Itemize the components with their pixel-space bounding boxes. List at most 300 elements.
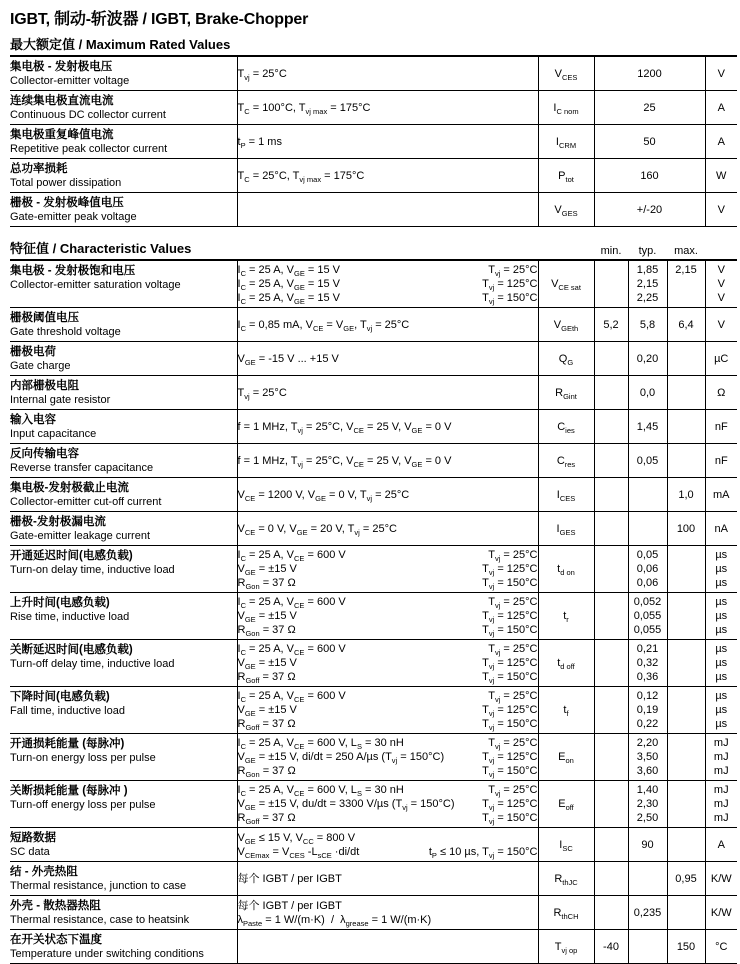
typ-value-cell (628, 687, 667, 734)
condition-text: $V_{GE} = \pm 15$ V (237, 563, 297, 578)
value-line: 0,0 (639, 386, 656, 399)
param-label-zh: 在开关状态下温度 (10, 934, 102, 946)
value-line: µs (715, 690, 728, 702)
unit-cell (705, 410, 737, 444)
min-value-cell (594, 342, 628, 376)
condition-text: $R_{Goff} = 37$ Ω (237, 718, 296, 733)
condition-text: 每个 IGBT / per IGBT (237, 899, 342, 912)
condition-text: $V_{GE} = \pm 15$ V (237, 704, 297, 719)
value-cell: +/-20 (594, 193, 705, 227)
min-value-cell (594, 376, 628, 410)
conditions-cell (237, 930, 538, 964)
rated-heading-text: 最大额定值 / Maximum Rated Values (10, 37, 231, 52)
param-cell (10, 862, 237, 896)
max-value-cell (667, 828, 705, 862)
param-label-en: Temperature under switching conditions (10, 948, 204, 960)
value-line (668, 291, 705, 305)
value-line (668, 797, 705, 811)
value-line: 0,05 (636, 454, 659, 467)
typ-value-cell (628, 593, 667, 640)
param-label-zh: 栅极 - 发射极峰值电压 (10, 197, 124, 209)
value-line: mJ (713, 798, 729, 810)
max-value-cell (667, 734, 705, 781)
condition-text: $V_{GE} = \pm 15$ V (237, 610, 297, 625)
param-label-zh: 输入电容 (10, 414, 56, 426)
param-label-en: Total power dissipation (10, 177, 122, 189)
condition-text: $I_C = 0,85$ mA, $V_{CE} = V_{GE}$, $T_{vj} = 25^\circ C$ (237, 318, 410, 333)
condition-text: $V_{GE} = -15$ V ... +15 V (237, 352, 339, 367)
condition-temp: $T_{vj} = 125^\circ C$ (482, 798, 538, 813)
value-line: 0,19 (636, 704, 659, 716)
table-row (10, 308, 737, 342)
typ-value-cell (628, 781, 667, 828)
condition-line (238, 797, 538, 811)
param-label-en: Repetitive peak collector current (10, 143, 168, 155)
max-value-cell (667, 781, 705, 828)
condition-line (238, 656, 538, 670)
conditions-cell (237, 546, 538, 593)
value-line: 2,15 (636, 278, 659, 290)
unit-cell: W (705, 159, 737, 193)
page-title: IGBT, 制动-斩波器 / IGBT, Brake-Chopper (10, 11, 309, 28)
max-value-cell (667, 308, 705, 342)
condition-line (238, 548, 538, 562)
table-row (10, 546, 737, 593)
min-value-cell (594, 308, 628, 342)
condition-line (238, 845, 538, 859)
condition-temp: $T_{vj} = 150^\circ C$ (482, 577, 538, 592)
value-line: nA (714, 522, 728, 535)
condition-line (238, 562, 538, 576)
conditions-cell (237, 91, 538, 125)
rated-section-heading (10, 34, 737, 57)
condition-line (238, 595, 538, 609)
value-line (595, 562, 628, 576)
symbol-cell: $R_{Gint}$ (538, 376, 594, 410)
value-line: 5,2 (603, 318, 619, 331)
value-line: 0,055 (633, 624, 662, 636)
table-row (10, 896, 737, 930)
condition-line (238, 642, 538, 656)
max-value-cell (667, 444, 705, 478)
value-line (668, 609, 705, 623)
param-cell (10, 342, 237, 376)
condition-line (238, 899, 538, 913)
table-row (10, 57, 737, 91)
unit-cell (705, 308, 737, 342)
param-cell (10, 828, 237, 862)
value-line: A (717, 838, 725, 851)
value-line: 0,36 (636, 671, 659, 683)
table-row (10, 342, 737, 376)
symbol-cell: $C_{res}$ (538, 444, 594, 478)
value-cell: 1200 (594, 57, 705, 91)
unit-cell (705, 546, 737, 593)
symbol-cell: $t_{d off}$ (538, 640, 594, 687)
param-cell (10, 125, 237, 159)
column-header-min: min. (600, 245, 622, 257)
param-label-en: Collector-emitter cut-off current (10, 496, 162, 508)
value-line: µs (715, 596, 728, 608)
condition-line (238, 522, 538, 536)
value-line: 0,052 (633, 596, 662, 608)
table-row (10, 410, 737, 444)
min-value-cell (594, 593, 628, 640)
min-value-cell (594, 261, 628, 308)
param-label-en: Turn-on energy loss per pulse (10, 752, 156, 764)
condition-text: $R_{Gon} = 37$ Ω (237, 765, 296, 780)
param-cell (10, 781, 237, 828)
value-line: 1,85 (636, 264, 659, 276)
value-line: mJ (713, 765, 729, 777)
condition-text: $V_{CE} = 0$ V, $V_{GE} = 20$ V, $T_{vj} = 25^\circ C$ (237, 522, 397, 537)
condition-line (238, 623, 538, 637)
condition-text: $I_C = 25$ A, $V_{CE} = 600$ V, $L_S = 30$ nH (237, 737, 404, 752)
param-label-en: Turn-on delay time, inductive load (10, 564, 175, 576)
unit-cell (705, 261, 737, 308)
unit-cell (705, 444, 737, 478)
unit-cell (705, 687, 737, 734)
param-cell (10, 444, 237, 478)
value-line (668, 352, 705, 366)
table-row (10, 91, 737, 125)
conditions-cell (237, 781, 538, 828)
min-value-cell (594, 828, 628, 862)
max-value-cell (667, 410, 705, 444)
param-label-zh: 短路数据 (10, 832, 56, 844)
conditions-cell (237, 640, 538, 687)
unit-cell (705, 478, 737, 512)
conditions-cell (237, 125, 538, 159)
param-label-en: Turn-off delay time, inductive load (10, 658, 175, 670)
typ-value-cell (628, 734, 667, 781)
symbol-cell: $V_{CE sat}$ (538, 261, 594, 308)
min-value-cell (594, 512, 628, 546)
condition-temp: $T_{vj} = 150^\circ C$ (482, 292, 538, 307)
param-label-en: Thermal resistance, case to heatsink (10, 914, 190, 926)
param-label-zh: 下降时间(电感负载) (10, 691, 110, 703)
value-line: mA (713, 488, 730, 501)
min-value-cell (594, 410, 628, 444)
value-line: 90 (641, 838, 654, 851)
condition-line (238, 689, 538, 703)
condition-text: $V_{CE} = 1200$ V, $V_{GE} = 0$ V, $T_{vj} = 25^\circ C$ (237, 488, 410, 503)
symbol-cell: $T_{vj op}$ (538, 930, 594, 964)
value-line: mJ (713, 737, 729, 749)
value-line: µs (715, 624, 728, 636)
value-line: 2,25 (636, 292, 659, 304)
value-line: mJ (713, 784, 729, 796)
condition-text: $I_C = 25$ A, $V_{CE} = 600$ V (237, 643, 346, 658)
symbol-cell: $E_{off}$ (538, 781, 594, 828)
value-line (595, 277, 628, 291)
max-value-cell (667, 546, 705, 593)
table-row (10, 593, 737, 640)
max-value-cell (667, 342, 705, 376)
unit-cell: A (705, 91, 737, 125)
symbol-cell: $P_{tot}$ (538, 159, 594, 193)
typ-value-cell (628, 828, 667, 862)
value-line (595, 522, 628, 536)
value-line (668, 386, 705, 400)
unit-cell (705, 342, 737, 376)
condition-text: $R_{Goff} = 37$ Ω (237, 812, 296, 827)
value-line (595, 906, 628, 920)
conditions-cell (237, 593, 538, 640)
condition-temp: $T_{vj} = 125^\circ C$ (482, 704, 538, 719)
param-label-en: Collector-emitter voltage (10, 75, 130, 87)
param-cell (10, 159, 237, 193)
conditions-cell (237, 376, 538, 410)
typ-value-cell (628, 261, 667, 308)
value-line: V (717, 264, 725, 276)
condition-line (238, 277, 538, 291)
unit-cell (705, 828, 737, 862)
value-line: 0,055 (633, 610, 662, 622)
value-line: 2,30 (636, 798, 659, 810)
typ-value-cell (628, 342, 667, 376)
condition-text: $I_C = 25$ A, $V_{GE} = 15$ V (237, 264, 341, 279)
value-line: µs (715, 704, 728, 716)
conditions-cell (237, 896, 538, 930)
param-label-zh: 关断延迟时间(电感负载) (10, 644, 133, 656)
max-value-cell (667, 896, 705, 930)
value-cell: 50 (594, 125, 705, 159)
param-label-zh: 栅极电荷 (10, 346, 56, 358)
condition-line (238, 135, 538, 149)
condition-temp: $T_{vj} = 25^\circ C$ (488, 264, 538, 279)
symbol-cell: $R_{thCH}$ (538, 896, 594, 930)
param-label-zh: 结 - 外壳热阻 (10, 866, 78, 878)
param-label-en: Rise time, inductive load (10, 611, 130, 623)
param-cell (10, 896, 237, 930)
conditions-cell (237, 57, 538, 91)
value-line: 150 (676, 940, 696, 953)
param-label-en: Internal gate resistor (10, 394, 111, 406)
max-value-cell (667, 862, 705, 896)
condition-line (238, 67, 538, 81)
value-line (595, 420, 628, 434)
value-line: 5,8 (639, 318, 656, 331)
value-line: 1,40 (636, 784, 659, 796)
value-line (595, 386, 628, 400)
conditions-cell (237, 734, 538, 781)
value-line: µs (715, 563, 728, 575)
param-cell (10, 640, 237, 687)
param-cell (10, 410, 237, 444)
value-line (595, 656, 628, 670)
condition-text: $R_{Goff} = 37$ Ω (237, 671, 296, 686)
value-line: 0,95 (675, 872, 697, 885)
table-row (10, 159, 737, 193)
rated-values-table (10, 57, 737, 227)
typ-value-cell (628, 444, 667, 478)
unit-cell (705, 862, 737, 896)
param-label-zh: 开通损耗能量 (每脉冲) (10, 738, 125, 750)
value-line: 0,32 (636, 657, 659, 669)
value-line: mJ (713, 751, 729, 763)
value-line: 0,12 (636, 690, 659, 702)
min-value-cell (594, 444, 628, 478)
condition-text: $R_{Gon} = 37$ Ω (237, 577, 296, 592)
condition-line (238, 291, 538, 305)
value-line: 0,20 (636, 352, 659, 365)
value-cell: 160 (594, 159, 705, 193)
param-label-en: Fall time, inductive load (10, 705, 125, 717)
condition-text: $I_C = 25$ A, $V_{CE} = 600$ V, $L_S = 30$ nH (237, 784, 404, 799)
value-line: 0,235 (633, 906, 662, 919)
conditions-cell (237, 444, 538, 478)
param-label-en: Gate threshold voltage (10, 326, 121, 338)
value-line (668, 277, 705, 291)
value-line: 1,45 (636, 420, 659, 433)
condition-line (238, 420, 538, 434)
characteristic-values-table (10, 261, 737, 964)
value-line: K/W (710, 906, 732, 919)
condition-line (238, 783, 538, 797)
param-label-en: Collector-emitter saturation voltage (10, 279, 181, 291)
symbol-cell: $t_r$ (538, 593, 594, 640)
conditions-cell (237, 261, 538, 308)
unit-cell: V (705, 193, 737, 227)
unit-cell (705, 640, 737, 687)
param-label-en: Turn-off energy loss per pulse (10, 799, 156, 811)
table-row (10, 930, 737, 964)
symbol-cell: $t_f$ (538, 687, 594, 734)
condition-temp: $T_{vj} = 25^\circ C$ (488, 549, 538, 564)
typ-value-cell (628, 376, 667, 410)
max-value-cell (667, 478, 705, 512)
value-line: -40 (603, 940, 619, 953)
typ-value-cell (628, 308, 667, 342)
condition-text: f = 1 MHz, $T_{vj} = 25^\circ C$, $V_{CE} = 25$ V, $V_{GE} = 0$ V (237, 454, 452, 469)
conditions-cell (237, 512, 538, 546)
typ-value-cell (628, 930, 667, 964)
param-cell (10, 376, 237, 410)
param-cell (10, 478, 237, 512)
condition-line (238, 703, 538, 717)
max-value-cell (667, 640, 705, 687)
char-heading-text: 特征值 / Characteristic Values (10, 241, 192, 256)
unit-cell: V (705, 57, 737, 91)
condition-line (238, 352, 538, 366)
condition-temp: $T_{vj} = 125^\circ C$ (482, 563, 538, 578)
min-value-cell (594, 687, 628, 734)
symbol-cell: $I_{SC}$ (538, 828, 594, 862)
max-value-cell (667, 687, 705, 734)
param-cell (10, 512, 237, 546)
max-value-cell (667, 593, 705, 640)
value-line (629, 872, 667, 886)
table-row (10, 261, 737, 308)
param-cell (10, 91, 237, 125)
condition-text: $T_{vj} = 25^\circ C$ (237, 67, 287, 82)
condition-text: $I_C = 25$ A, $V_{CE} = 600$ V (237, 596, 346, 611)
param-cell (10, 308, 237, 342)
condition-text: $t_P = 1$ ms (237, 135, 282, 150)
min-value-cell (594, 478, 628, 512)
conditions-cell (237, 308, 538, 342)
min-value-cell (594, 930, 628, 964)
condition-text: $T_C = 25^\circ C$, $T_{vj max} = 175^\circ C$ (237, 169, 365, 184)
param-label-en: Thermal resistance, junction to case (10, 880, 187, 892)
max-value-cell (667, 261, 705, 308)
condition-temp: $T_{vj} = 150^\circ C$ (482, 718, 538, 733)
condition-line (238, 318, 538, 332)
condition-line (238, 169, 538, 183)
condition-line (238, 750, 538, 764)
table-row (10, 512, 737, 546)
typ-value-cell (628, 512, 667, 546)
value-line: 1,0 (678, 488, 694, 501)
unit-cell (705, 781, 737, 828)
value-line: 2,15 (675, 264, 697, 276)
condition-text: f = 1 MHz, $T_{vj} = 25^\circ C$, $V_{CE} = 25$ V, $V_{GE} = 0$ V (237, 420, 452, 435)
value-line (595, 352, 628, 366)
min-value-cell (594, 734, 628, 781)
param-label-en: Continuous DC collector current (10, 109, 166, 121)
condition-line (238, 764, 538, 778)
param-cell (10, 546, 237, 593)
condition-text: $V_{GE} = \pm 15$ V, di/dt = 250 A/µs $(T_{vj} = 150^\circ C)$ (237, 751, 445, 766)
symbol-cell: $Q_G$ (538, 342, 594, 376)
condition-text: $I_C = 25$ A, $V_{GE} = 15$ V (237, 278, 341, 293)
param-cell (10, 687, 237, 734)
value-line: µs (715, 577, 728, 589)
value-line (595, 703, 628, 717)
condition-line (238, 670, 538, 684)
param-label-en: SC data (10, 846, 50, 858)
value-line (629, 522, 667, 536)
table-row (10, 781, 737, 828)
condition-text: $I_C = 25$ A, $V_{CE} = 600$ V (237, 690, 346, 705)
param-label-zh: 集电极 - 发射极电压 (10, 61, 113, 73)
min-value-cell (594, 862, 628, 896)
condition-line (238, 913, 538, 927)
value-line: µs (715, 657, 728, 669)
value-line: µs (715, 671, 728, 683)
condition-temp: $T_{vj} = 25^\circ C$ (488, 737, 538, 752)
param-label-en: Reverse transfer capacitance (10, 462, 154, 474)
condition-temp: $T_{vj} = 150^\circ C$ (482, 812, 538, 827)
max-value-cell (667, 376, 705, 410)
condition-text: 每个 IGBT / per IGBT (237, 872, 342, 885)
condition-temp: $t_P \le 10$ µs, $T_{vj} = 150^\circ C$ (428, 845, 538, 860)
condition-text: $T_{vj} = 25^\circ C$ (237, 386, 287, 401)
condition-temp: $T_{vj} = 150^\circ C$ (482, 765, 538, 780)
value-line (595, 797, 628, 811)
condition-temp: $T_{vj} = 25^\circ C$ (488, 784, 538, 799)
conditions-cell (237, 342, 538, 376)
param-cell (10, 193, 237, 227)
conditions-cell (237, 478, 538, 512)
condition-temp: $T_{vj} = 150^\circ C$ (482, 624, 538, 639)
value-line: V (717, 278, 725, 290)
condition-temp: $T_{vj} = 25^\circ C$ (488, 643, 538, 658)
conditions-cell (237, 193, 538, 227)
value-line (595, 750, 628, 764)
param-cell (10, 930, 237, 964)
param-label-zh: 栅极-发射极漏电流 (10, 516, 106, 528)
condition-text: $V_{GE} = \pm 15$ V (237, 657, 297, 672)
table-row (10, 376, 737, 410)
condition-text: $I_C = 25$ A, $V_{GE} = 15$ V (237, 292, 341, 307)
condition-temp: $T_{vj} = 25^\circ C$ (488, 596, 538, 611)
value-line (595, 454, 628, 468)
condition-line (238, 386, 538, 400)
conditions-cell (237, 862, 538, 896)
symbol-cell: $I_{GES}$ (538, 512, 594, 546)
